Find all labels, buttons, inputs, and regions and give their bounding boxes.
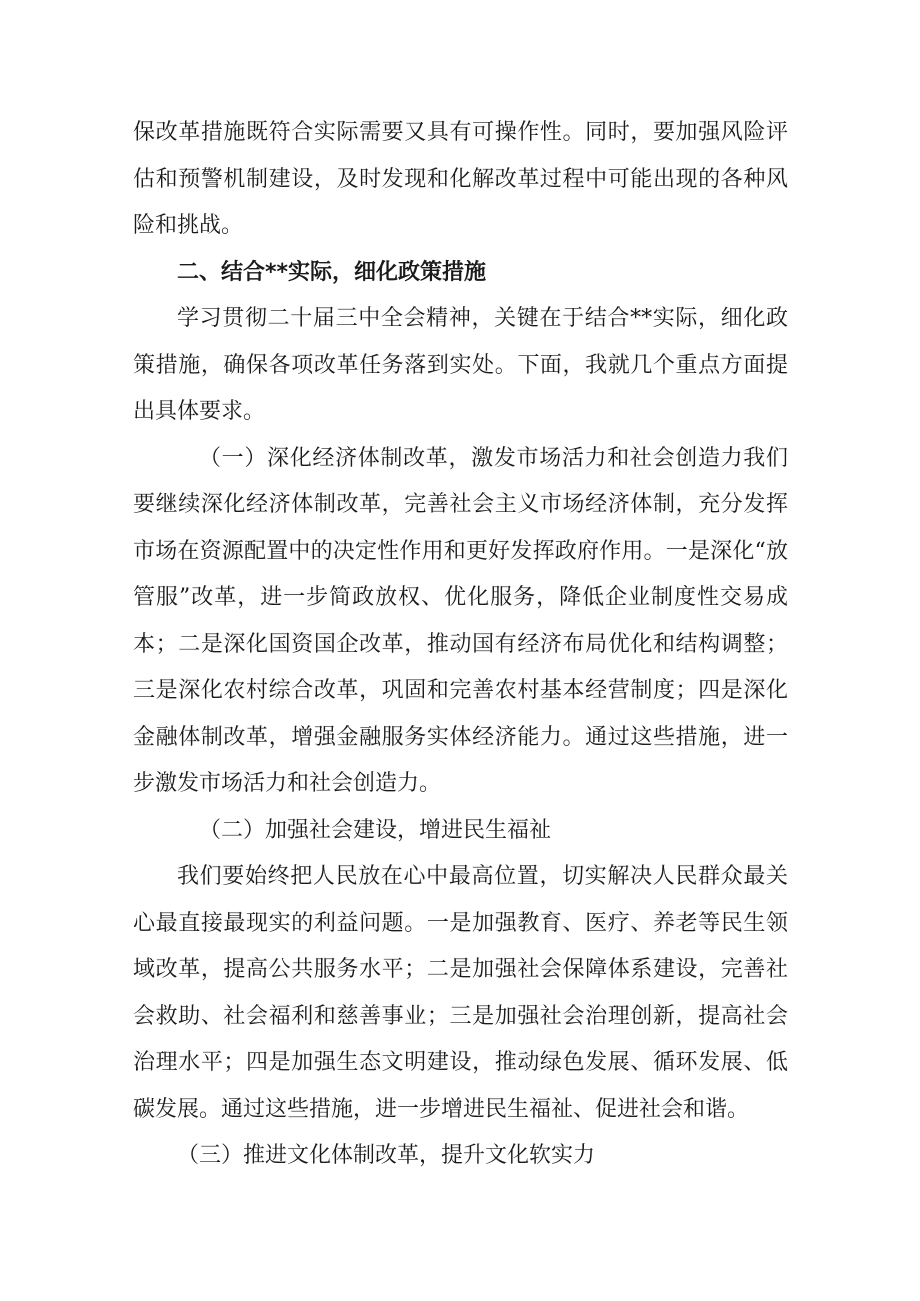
section-heading: 二、结合**实际，细化政策措施 [177, 259, 487, 285]
subsection-paragraph-economy: （一）深化经济体制改革，激发市场活力和社会创造力我们要继续深化经济体制改革，完善社会主义市场经济体制，充分发挥市场在资源配置中的决定性作用和更好发挥政府作用。一是深化“放管服”改革，进一步简政放权、优化服务，降低企业制度性交易成本；二是深化国资国企改革，推动国有经济布局优化和结构调整；三是深化农村综合改革，巩固和完善农村基本经营制度；四是深化金融体制改革，增强金融服务实体经济能力。通过这些措施，进一步激发市场活力和社会创造力。 [133, 445, 788, 796]
document-body [133, 110, 788, 1180]
body-paragraph-society: 我们要始终把人民放在心中最高位置，切实解决人民群众最关心最直接最现实的利益问题。一是加强教育、医疗、养老等民生领域改革，提高公共服务水平；二是加强社会保障体系建设，完善社会救助、社会福利和慈善事业；三是加强社会治理创新，提高社会治理水平；四是加强生态文明建设，推动绿色发展、循环发展、低碳发展。通过这些措施，进一步增进民生福祉、促进社会和谐。 [133, 864, 788, 1122]
subsection-heading-culture: （三）推进文化体制改革，提升文化软实力 [177, 1143, 596, 1168]
body-paragraph: 学习贯彻二十届三中全会精神，关键在于结合**实际，细化政策措施，确保各项改革任务落到实处。下面，我就几个重点方面提出具体要求。 [133, 306, 788, 424]
subsection-heading-society: （二）加强社会建设，增进民生福祉 [199, 817, 552, 843]
body-paragraph-continued: 保改革措施既符合实际需要又具有可操作性。同时，要加强风险评估和预警机制建设，及时发现和化解改革过程中可能出现的各种风险和挑战。 [133, 120, 788, 238]
